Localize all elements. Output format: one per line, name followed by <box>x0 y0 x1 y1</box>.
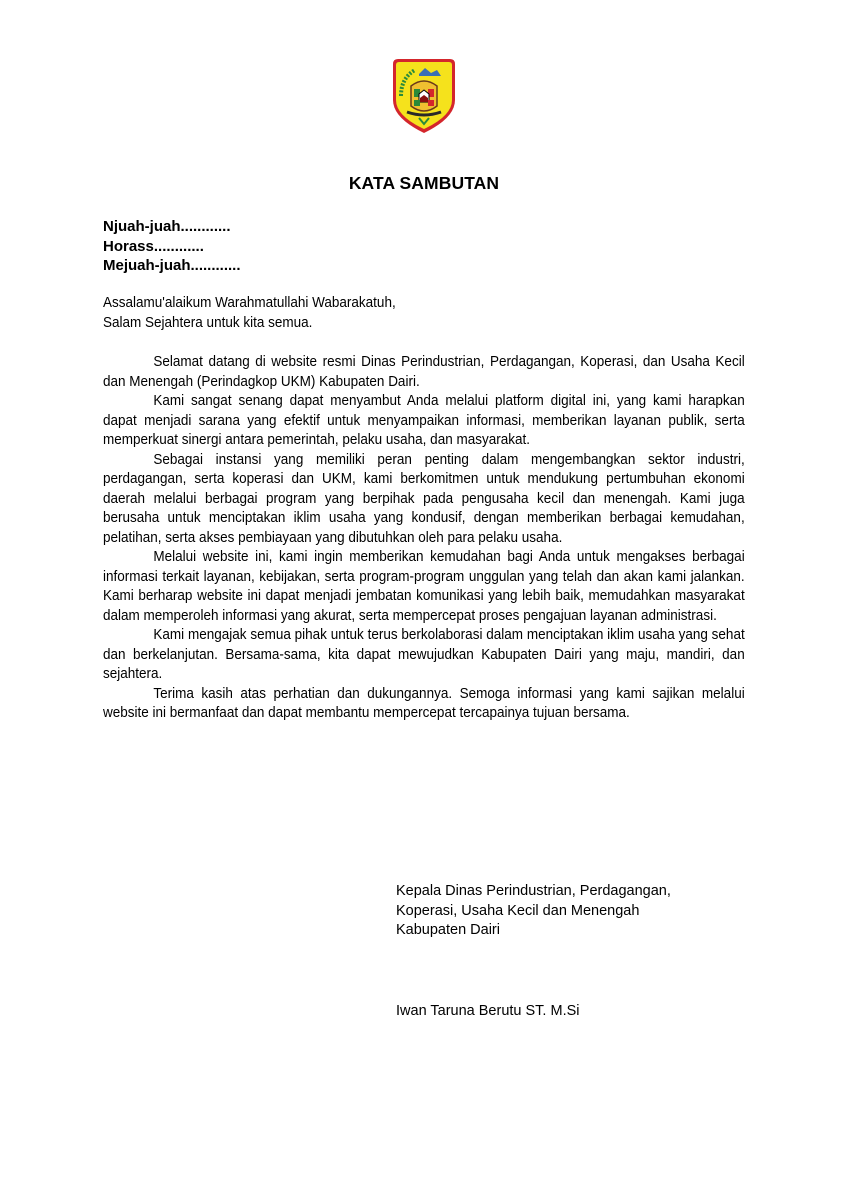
greeting-line: Horass............ <box>103 237 204 255</box>
greetings <box>103 217 241 276</box>
opening-salutation <box>103 293 396 332</box>
body-paragraph: Kami mengajak semua pihak untuk terus berkolaborasi dalam menciptakan iklim usaha yang sehat dan berkelanjutan. Bersama-sama, kita dapat mewujudkan Kabupaten Dairi yang maju, mandiri, dan sejahtera. <box>103 626 745 682</box>
body-paragraph: Melalui website ini, kami ingin memberikan kemudahan bagi Anda untuk mengakses berbagai informasi terkait layanan, kebijakan, serta program-program unggulan yang telah dan akan kami jalankan. Kami berharap website ini dapat menjadi jembatan komunikasi yang lebih baik, memudahkan masyarakat dalam memperoleh informasi yang akurat, serta mempercepat proses pengajuan layanan administrasi. <box>103 548 745 624</box>
body-paragraph: Terima kasih atas perhatian dan dukungannya. Semoga informasi yang kami sajikan melalui website ini bermanfaat dan dapat membantu mempercepat tercapainya tujuan bersama. <box>103 684 745 721</box>
signature-position <box>396 882 671 941</box>
page-title: KATA SAMBUTAN <box>348 173 500 193</box>
position-line: Kabupaten Dairi <box>396 922 500 938</box>
body-paragraph: Kami sangat senang dapat menyambut Anda melalui platform digital ini, yang kami harapkan dapat menjadi sarana yang efektif untuk menyampaikan informasi, memberikan layanan publik, serta memperkuat sinergi antara pemerintah, pelaku usaha, dan masyarakat. <box>103 392 745 448</box>
position-line: Koperasi, Usaha Kecil dan Menengah <box>396 902 640 919</box>
greeting-line: Njuah-juah............ <box>103 218 231 235</box>
body-paragraph: Sebagai instansi yang memiliki peran penting dalam mengembangkan sektor industri, perdagangan, serta koperasi dan UKM, kami berkomitmen untuk mendukung pertumbuhan ekonomi daerah melalui berbagai program yang berpihak pada pengusaha kecil dan menengah. Kami juga berusaha untuk menciptakan iklim usaha yang kondusif, dengan memberikan berbagai kemudahan, pelatihan, serta akses pembiayaan yang dibutuhkan oleh para pelaku usaha. <box>103 450 745 546</box>
salutation-line: Salam Sejahtera untuk kita semua. <box>103 313 313 331</box>
position-line: Kepala Dinas Perindustrian, Perdagangan, <box>396 883 671 899</box>
signer-name: Iwan Taruna Berutu ST. M.Si <box>396 1003 580 1019</box>
kabupaten-dairi-logo-icon <box>389 56 459 136</box>
letter-body <box>103 352 745 723</box>
body-paragraph: Selamat datang di website resmi Dinas Perindustrian, Perdagangan, Koperasi, dan Usaha Kecil dan Menengah (Perindagkop UKM) Kabupaten Dairi. <box>103 353 745 390</box>
salutation-line: Assalamu'alaikum Warahmatullahi Wabarakatuh, <box>103 294 396 311</box>
greeting-line: Mejuah-juah............ <box>103 257 241 274</box>
